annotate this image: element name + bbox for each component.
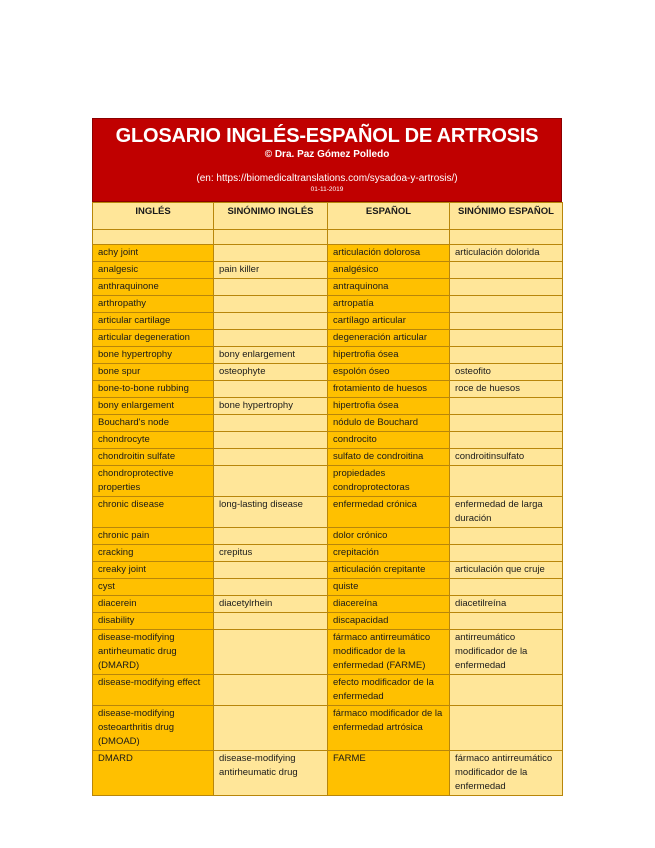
term-spanish: quiste — [328, 579, 450, 596]
synonym-english: diacetylrhein — [214, 596, 328, 613]
table-row — [93, 545, 563, 562]
synonym-spanish: osteofito — [450, 364, 563, 381]
synonym-spanish — [450, 528, 563, 545]
table-row — [93, 497, 563, 528]
table-row — [93, 398, 563, 415]
term-english: DMARD — [93, 751, 214, 796]
synonym-spanish — [450, 579, 563, 596]
blank-cell — [450, 230, 563, 245]
table-row — [93, 613, 563, 630]
synonym-english — [214, 528, 328, 545]
term-english: bone spur — [93, 364, 214, 381]
table-row — [93, 330, 563, 347]
term-spanish: diacereína — [328, 596, 450, 613]
synonym-spanish: articulación dolorida — [450, 245, 563, 262]
term-spanish: fármaco antirreumático modificador de la enfermedad (FARME) — [328, 630, 450, 675]
term-english: achy joint — [93, 245, 214, 262]
term-english: disability — [93, 613, 214, 630]
term-spanish: nódulo de Bouchard — [328, 415, 450, 432]
table-row — [93, 579, 563, 596]
term-spanish: crepitación — [328, 545, 450, 562]
synonym-english — [214, 706, 328, 751]
term-spanish: analgésico — [328, 262, 450, 279]
term-english: anthraquinone — [93, 279, 214, 296]
banner-spacer — [93, 161, 561, 172]
table-row — [93, 596, 563, 613]
synonym-spanish: condroitinsulfato — [450, 449, 563, 466]
source-line: (en: https://biomedicaltranslations.com/sysadoa-y-artrosis/) — [196, 173, 458, 184]
synonym-spanish — [450, 706, 563, 751]
synonym-english: long-lasting disease — [214, 497, 328, 528]
table-row — [93, 415, 563, 432]
synonym-spanish — [450, 613, 563, 630]
term-english: disease-modifying antirheumatic drug (DMARD) — [93, 630, 214, 675]
table-row — [93, 528, 563, 545]
table-row — [93, 449, 563, 466]
column-header-english-synonym: SINÓNIMO INGLÉS — [214, 203, 328, 230]
term-spanish: articulación dolorosa — [328, 245, 450, 262]
term-spanish: antraquinona — [328, 279, 450, 296]
term-spanish: hipertrofia ósea — [328, 398, 450, 415]
title-banner — [92, 118, 562, 202]
synonym-english — [214, 415, 328, 432]
synonym-english — [214, 449, 328, 466]
synonym-spanish — [450, 347, 563, 364]
glossary-document — [92, 118, 562, 796]
term-spanish: degeneración articular — [328, 330, 450, 347]
synonym-spanish — [450, 296, 563, 313]
table-row — [93, 347, 563, 364]
synonym-spanish: roce de huesos — [450, 381, 563, 398]
synonym-spanish: enfermedad de larga duración — [450, 497, 563, 528]
table-row — [93, 751, 563, 796]
table-row — [93, 675, 563, 706]
term-spanish: efecto modificador de la enfermedad — [328, 675, 450, 706]
table-row — [93, 381, 563, 398]
synonym-english — [214, 466, 328, 497]
synonym-english — [214, 381, 328, 398]
synonym-english: bony enlargement — [214, 347, 328, 364]
term-english: diacerein — [93, 596, 214, 613]
term-spanish: enfermedad crónica — [328, 497, 450, 528]
blank-cell — [214, 230, 328, 245]
synonym-english — [214, 279, 328, 296]
term-english: chondroitin sulfate — [93, 449, 214, 466]
term-spanish: propiedades condroprotectoras — [328, 466, 450, 497]
table-row — [93, 562, 563, 579]
table-row — [93, 364, 563, 381]
term-spanish: FARME — [328, 751, 450, 796]
synonym-english: bone hypertrophy — [214, 398, 328, 415]
synonym-spanish: articulación que cruje — [450, 562, 563, 579]
synonym-english — [214, 330, 328, 347]
synonym-english — [214, 579, 328, 596]
table-row — [93, 313, 563, 330]
term-spanish: discapacidad — [328, 613, 450, 630]
table-row — [93, 296, 563, 313]
document-title: GLOSARIO INGLÉS-ESPAÑOL DE ARTROSIS — [115, 125, 539, 147]
term-english: chronic pain — [93, 528, 214, 545]
synonym-spanish — [450, 545, 563, 562]
blank-cell — [93, 230, 214, 245]
synonym-english — [214, 562, 328, 579]
synonym-spanish — [450, 466, 563, 497]
table-row — [93, 706, 563, 751]
term-english: analgesic — [93, 262, 214, 279]
column-header-spanish-synonym: SINÓNIMO ESPAÑOL — [450, 203, 563, 230]
synonym-english — [214, 675, 328, 706]
term-english: chondroprotective properties — [93, 466, 214, 497]
synonym-spanish — [450, 675, 563, 706]
date-line: 01-11-2019 — [310, 186, 344, 193]
term-english: disease-modifying effect — [93, 675, 214, 706]
term-spanish: articulación crepitante — [328, 562, 450, 579]
author-line: © Dra. Paz Gómez Polledo — [264, 149, 390, 160]
synonym-spanish — [450, 313, 563, 330]
synonym-english: crepitus — [214, 545, 328, 562]
column-header-english: INGLÉS — [93, 203, 214, 230]
term-english: creaky joint — [93, 562, 214, 579]
synonym-english — [214, 313, 328, 330]
blank-cell — [328, 230, 450, 245]
synonym-english — [214, 630, 328, 675]
term-spanish: artropatía — [328, 296, 450, 313]
synonym-spanish: fármaco antirreumático modificador de la enfermedad — [450, 751, 563, 796]
term-spanish: condrocito — [328, 432, 450, 449]
term-spanish: sulfato de condroitina — [328, 449, 450, 466]
synonym-english — [214, 432, 328, 449]
synonym-spanish — [450, 262, 563, 279]
term-english: chondrocyte — [93, 432, 214, 449]
synonym-spanish — [450, 415, 563, 432]
synonym-english: pain killer — [214, 262, 328, 279]
synonym-spanish: diacetilreína — [450, 596, 563, 613]
synonym-spanish: antirreumático modificador de la enfermedad — [450, 630, 563, 675]
term-english: chronic disease — [93, 497, 214, 528]
term-english: cracking — [93, 545, 214, 562]
term-english: cyst — [93, 579, 214, 596]
synonym-spanish — [450, 398, 563, 415]
synonym-english: disease-modifying antirheumatic drug — [214, 751, 328, 796]
term-spanish: fármaco modificador de la enfermedad artrósica — [328, 706, 450, 751]
synonym-english: osteophyte — [214, 364, 328, 381]
synonym-english — [214, 613, 328, 630]
term-english: Bouchard's node — [93, 415, 214, 432]
table-row — [93, 245, 563, 262]
term-english: arthropathy — [93, 296, 214, 313]
glossary-table — [92, 202, 563, 796]
term-spanish: espolón óseo — [328, 364, 450, 381]
blank-row — [93, 230, 563, 245]
table-row — [93, 279, 563, 296]
table-row — [93, 630, 563, 675]
synonym-spanish — [450, 330, 563, 347]
term-spanish: hipertrofia ósea — [328, 347, 450, 364]
term-english: articular degeneration — [93, 330, 214, 347]
term-spanish: cartílago articular — [328, 313, 450, 330]
term-english: bony enlargement — [93, 398, 214, 415]
column-header-spanish: ESPAÑOL — [328, 203, 450, 230]
table-header-row — [93, 203, 563, 230]
synonym-english — [214, 245, 328, 262]
synonym-english — [214, 296, 328, 313]
term-english: bone hypertrophy — [93, 347, 214, 364]
table-row — [93, 262, 563, 279]
table-row — [93, 432, 563, 449]
term-english: bone-to-bone rubbing — [93, 381, 214, 398]
synonym-spanish — [450, 432, 563, 449]
term-spanish: frotamiento de huesos — [328, 381, 450, 398]
glossary-body — [93, 230, 563, 796]
synonym-spanish — [450, 279, 563, 296]
term-english: articular cartilage — [93, 313, 214, 330]
term-spanish: dolor crónico — [328, 528, 450, 545]
table-row — [93, 466, 563, 497]
term-english: disease-modifying osteoarthritis drug (DMOAD) — [93, 706, 214, 751]
